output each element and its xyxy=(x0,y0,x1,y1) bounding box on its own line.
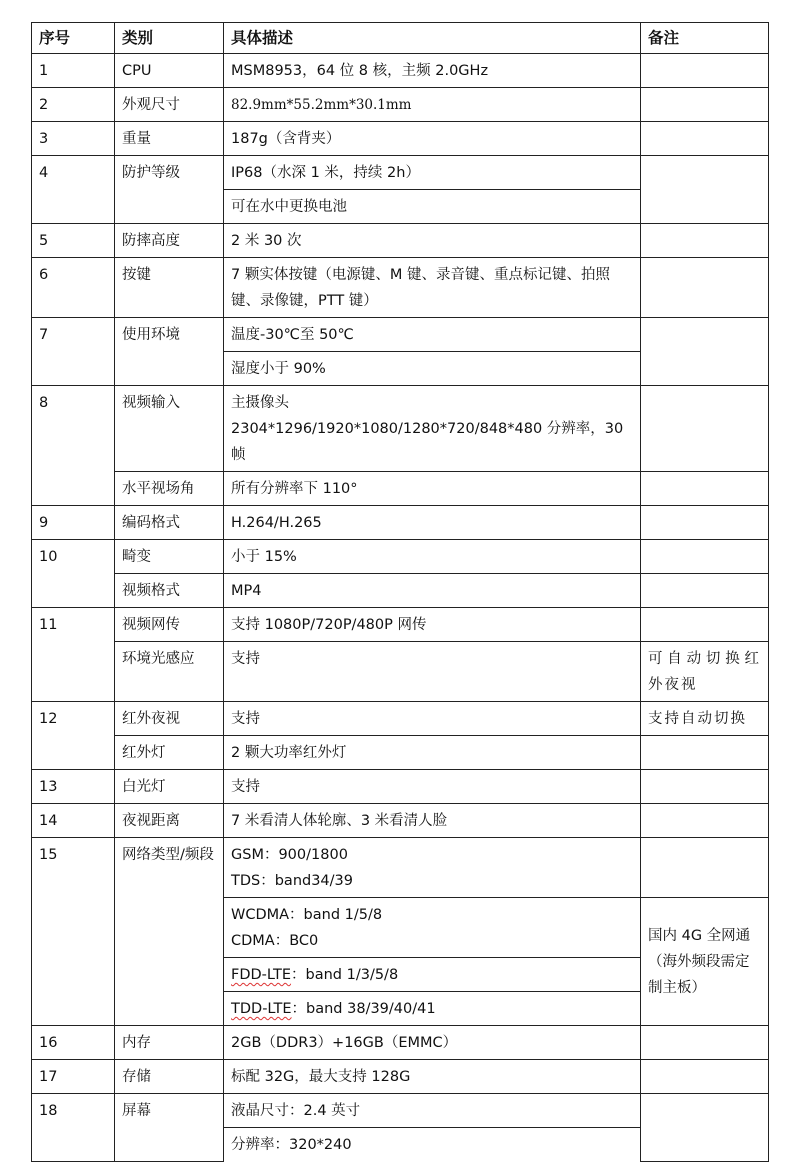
cell-desc: 2 颗大功率红外灯 xyxy=(224,736,641,770)
cell-desc: 小于 15% xyxy=(224,540,641,574)
cell-remark xyxy=(641,506,769,540)
cell-no: 14 xyxy=(32,804,115,838)
desc-line: 2304*1296/1920*1080/1280*720/848*480 分辨率，30 帧 xyxy=(231,421,624,463)
cell-no: 10 xyxy=(32,540,115,608)
cell-category: 防摔高度 xyxy=(115,224,224,258)
cell-desc: 支持 xyxy=(224,642,641,702)
cell-remark: 支持自动切换 xyxy=(641,702,769,736)
cell-remark xyxy=(641,574,769,608)
cell-remark xyxy=(641,472,769,506)
cell-desc: IP68（水深 1 米，持续 2h） xyxy=(224,156,641,190)
cell-no: 5 xyxy=(32,224,115,258)
cell-remark xyxy=(641,54,769,88)
table-row xyxy=(32,122,769,156)
cell-no: 12 xyxy=(32,702,115,770)
cell-desc: 187g（含背夹） xyxy=(224,122,641,156)
cell-no: 16 xyxy=(32,1026,115,1060)
cell-desc: MP4 xyxy=(224,574,641,608)
table-row xyxy=(32,54,769,88)
cell-category: 使用环境 xyxy=(115,318,224,386)
cell-no: 6 xyxy=(32,258,115,318)
cell-remark xyxy=(641,258,769,318)
cell-category: 畸变 xyxy=(115,540,224,574)
cell-desc: 7 米看清人体轮廓、3 米看清人脸 xyxy=(224,804,641,838)
cell-desc xyxy=(224,958,641,992)
cell-desc xyxy=(224,898,641,958)
table-row xyxy=(32,642,769,702)
table-row xyxy=(32,386,769,472)
cell-category: 红外夜视 xyxy=(115,702,224,736)
header-category: 类别 xyxy=(115,23,224,54)
cell-desc: 分辨率：320*240 xyxy=(224,1128,641,1162)
cell-category: 防护等级 xyxy=(115,156,224,224)
cell-desc xyxy=(224,992,641,1026)
cell-category: 水平视场角 xyxy=(115,472,224,506)
cell-no: 3 xyxy=(32,122,115,156)
cell-category: 编码格式 xyxy=(115,506,224,540)
table-row xyxy=(32,770,769,804)
cell-remark xyxy=(641,1026,769,1060)
table-row xyxy=(32,472,769,506)
cell-category: 重量 xyxy=(115,122,224,156)
cell-category: 视频输入 xyxy=(115,386,224,472)
cell-desc: 可在水中更换电池 xyxy=(224,190,641,224)
cell-desc: 82.9mm*55.2mm*30.1mm xyxy=(224,88,641,122)
cell-category: 视频网传 xyxy=(115,608,224,642)
table-row xyxy=(32,574,769,608)
cell-no: 18 xyxy=(32,1094,115,1162)
cell-remark xyxy=(641,736,769,770)
header-remark: 备注 xyxy=(641,23,769,54)
cell-category: 视频格式 xyxy=(115,574,224,608)
cell-category: 环境光感应 xyxy=(115,642,224,702)
table-row xyxy=(32,702,769,736)
cell-no: 15 xyxy=(32,838,115,1026)
table-row xyxy=(32,88,769,122)
cell-category: 存储 xyxy=(115,1060,224,1094)
cell-remark xyxy=(641,318,769,386)
desc-line: 主摄像头 xyxy=(231,395,289,411)
spec-table xyxy=(31,22,769,1162)
tdd-lte-label: TDD-LTE xyxy=(231,1001,292,1017)
header-no: 序号 xyxy=(32,23,115,54)
table-row xyxy=(32,1094,769,1128)
cell-desc: 标配 32G，最大支持 128G xyxy=(224,1060,641,1094)
cell-category: 按键 xyxy=(115,258,224,318)
cell-desc: 湿度小于 90% xyxy=(224,352,641,386)
cell-no: 2 xyxy=(32,88,115,122)
cell-desc xyxy=(224,838,641,898)
cell-category: CPU xyxy=(115,54,224,88)
table-row xyxy=(32,224,769,258)
cell-category: 白光灯 xyxy=(115,770,224,804)
desc-line: GSM：900/1800 xyxy=(231,847,348,863)
cell-no: 7 xyxy=(32,318,115,386)
table-row xyxy=(32,736,769,770)
cell-desc: 7 颗实体按键（电源键、M 键、录音键、重点标记键、拍照键、录像键，PTT 键） xyxy=(224,258,641,318)
cell-desc: 所有分辨率下 110° xyxy=(224,472,641,506)
desc-line: CDMA：BC0 xyxy=(231,933,319,949)
cell-no: 13 xyxy=(32,770,115,804)
cell-remark xyxy=(641,156,769,224)
cell-remark xyxy=(641,122,769,156)
table-row xyxy=(32,1026,769,1060)
desc-line: WCDMA：band 1/5/8 xyxy=(231,907,383,923)
cell-remark xyxy=(641,386,769,472)
cell-no: 11 xyxy=(32,608,115,702)
table-row xyxy=(32,318,769,352)
desc-line: TDS：band34/39 xyxy=(231,873,353,889)
cell-desc xyxy=(224,386,641,472)
header-row xyxy=(32,23,769,54)
cell-no: 9 xyxy=(32,506,115,540)
cell-category: 外观尺寸 xyxy=(115,88,224,122)
table-row xyxy=(32,506,769,540)
cell-remark xyxy=(641,540,769,574)
fdd-lte-value: ：band 1/3/5/8 xyxy=(291,967,399,983)
cell-desc: MSM8953，64 位 8 核，主频 2.0GHz xyxy=(224,54,641,88)
cell-remark xyxy=(641,838,769,898)
table-row xyxy=(32,804,769,838)
cell-category: 网络类型/频段 xyxy=(115,838,224,1026)
header-desc: 具体描述 xyxy=(224,23,641,54)
cell-no: 8 xyxy=(32,386,115,506)
cell-remark xyxy=(641,224,769,258)
table-row xyxy=(32,838,769,898)
cell-no: 17 xyxy=(32,1060,115,1094)
cell-no: 1 xyxy=(32,54,115,88)
cell-desc: 2 米 30 次 xyxy=(224,224,641,258)
cell-desc: 支持 1080P/720P/480P 网传 xyxy=(224,608,641,642)
cell-remark xyxy=(641,88,769,122)
cell-no: 4 xyxy=(32,156,115,224)
cell-desc: 支持 xyxy=(224,702,641,736)
cell-desc: 支持 xyxy=(224,770,641,804)
table-row xyxy=(32,608,769,642)
cell-desc: H.264/H.265 xyxy=(224,506,641,540)
cell-remark xyxy=(641,1094,769,1162)
table-row xyxy=(32,540,769,574)
cell-remark xyxy=(641,608,769,642)
cell-category: 夜视距离 xyxy=(115,804,224,838)
table-row xyxy=(32,156,769,190)
cell-category: 屏幕 xyxy=(115,1094,224,1162)
cell-desc: 液晶尺寸：2.4 英寸 xyxy=(224,1094,641,1128)
tdd-lte-value: ：band 38/39/40/41 xyxy=(291,1001,436,1017)
table-row xyxy=(32,258,769,318)
cell-remark xyxy=(641,804,769,838)
cell-remark: 国内 4G 全网通（海外频段需定制主板） xyxy=(641,898,769,1026)
cell-category: 内存 xyxy=(115,1026,224,1060)
cell-desc: 温度-30℃至 50℃ xyxy=(224,318,641,352)
cell-remark: 可自动切换红外夜视 xyxy=(641,642,769,702)
cell-remark xyxy=(641,770,769,804)
fdd-lte-label: FDD-LTE xyxy=(231,967,292,983)
cell-category: 红外灯 xyxy=(115,736,224,770)
cell-desc: 2GB（DDR3）+16GB（EMMC） xyxy=(224,1026,641,1060)
